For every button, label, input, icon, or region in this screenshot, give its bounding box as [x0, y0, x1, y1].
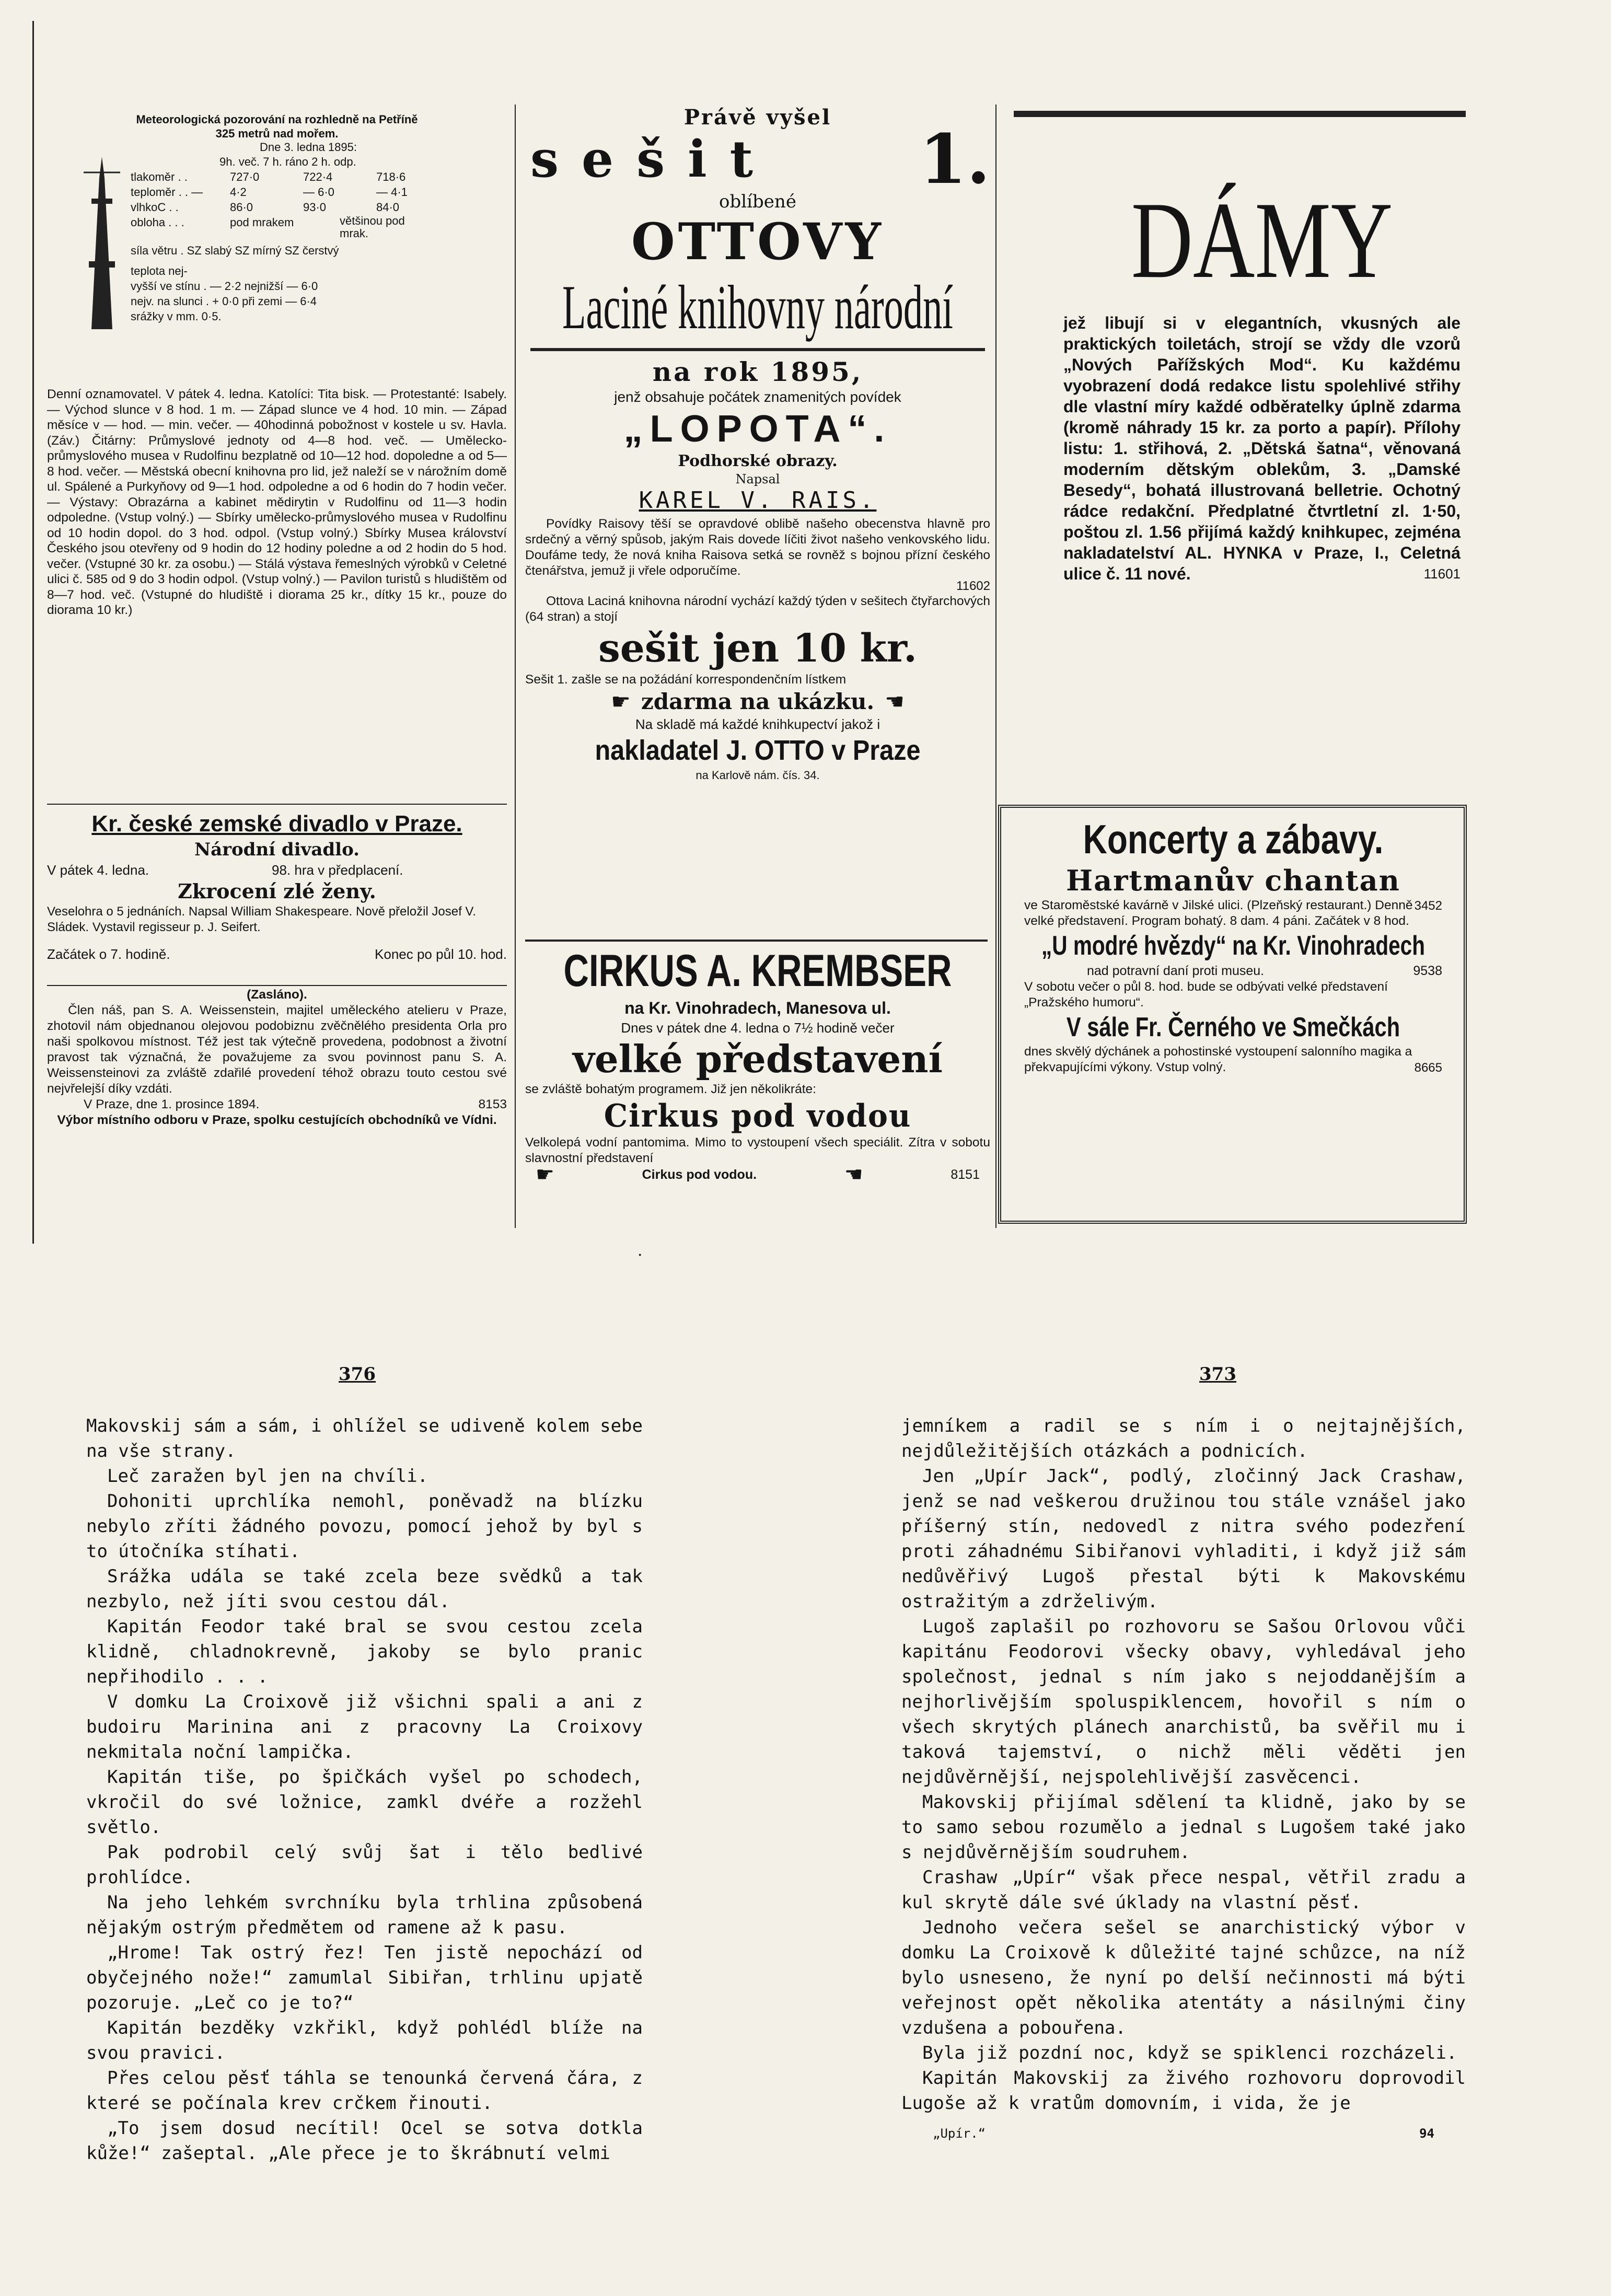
cirkus-num: 8151 — [951, 1167, 980, 1182]
meteo-temp-label: teplota nej- — [131, 264, 188, 277]
paragraph: Crashaw „Upír“ však přece nespal, větřil zradu a kul skrytě dále své úklady na vlastní pěsť. — [901, 1867, 1466, 1913]
meteo-subtitle: 325 metrů nad mořem. — [215, 127, 339, 140]
ink-mark: · — [638, 1246, 643, 1265]
koncerty-h1: Hartmanův chantan — [1066, 864, 1400, 897]
paragraph: V domku La Croixově již všichni spali a ani z budoiru Marinina ani z pracovny La Croixovy nekmitala noční lampička. — [86, 1691, 643, 1762]
meteo-times: 9h. več. 7 h. ráno 2 h. odp. — [219, 155, 356, 168]
paragraph: Kapitán Feodor také bral se svou cestou zcela klidně, chladnokrevně, jakoby se bylo pranic nepřihodilo . . . — [86, 1616, 643, 1687]
cirkus-title: CIRKUS A. KREMBSER — [563, 946, 952, 996]
otto-jenz: jenž obsahuje počátek znamenitých povídek — [614, 389, 901, 405]
zaslano-sign: Výbor místního odboru v Praze, spolku cestujících obchodníků ve Vídni. — [57, 1113, 497, 1127]
pointing-hand-icon: ☛ — [611, 689, 631, 714]
meteo-row: obloha . . . pod mrakem většinou pod mrak. — [131, 214, 405, 240]
theatre-hra: 98. hra v předplacení. — [272, 862, 403, 878]
theatre-block — [47, 810, 507, 963]
koncerty-t3: dnes skvělý dýchánek a pohostinské vystoupení salonního magika a překvapujícími výkony. Vstup volný. — [1024, 1045, 1412, 1074]
cirkus-end: Cirkus pod vodou. — [642, 1167, 757, 1182]
otto-weekly: Ottova Laciná knihovna národní vychází každý týden v sešitech čtyřarchových (64 stran) a stojí — [525, 594, 990, 624]
left-border-line — [32, 21, 34, 1244]
otto-line1: Právě vyšel — [683, 105, 832, 130]
otto-rule — [530, 348, 985, 351]
zaslano-num: 8153 — [478, 1097, 507, 1111]
meteo-temp-sun: nejv. na slunci . + 0·0 při zemi — 6·4 — [131, 295, 317, 308]
zaslano-heading: (Zasláno). — [47, 985, 507, 1003]
paragraph: „Hrome! Tak ostrý řez! Ten jistě nepochází od obyčejného nože!“ zamumlal Sibiřan, trhlinu upjatě pozoruje. „Leč co je to?“ — [86, 1942, 643, 2013]
damy-top-rule — [1014, 111, 1466, 117]
paragraph: Kapitán bezděky vzkřikl, když pohlédl blíže na svou pravici. — [86, 2017, 643, 2063]
otto-oblibene: oblíbené — [719, 191, 796, 212]
pointing-hand-icon: ☛ — [536, 1163, 554, 1187]
paragraph: Pak podrobil celý svůj šat i tělo bedlivé prohlídce. — [86, 1842, 643, 1888]
paragraph: Makovskij přijímal sdělení ta klidně, jako by se to samo sebou rozumělo a jednal s Lugošem také jako s nejdůvěrnějším soudruhem. — [901, 1792, 1466, 1863]
column-divider-1 — [515, 105, 516, 1228]
novel-footer-title: „Upír.“ — [933, 2126, 986, 2141]
koncerty-n1: 3452 — [1414, 899, 1442, 913]
koncerty-t2b: V sobotu večer o půl 8. hod. bude se odbývati velké představení „Pražského humoru“. — [1024, 980, 1388, 1010]
paragraph: Kapitán tiše, po špičkách vyšel po schodech, vkročil do své ložnice, zamkl dvéře a rozžehl světlo. — [86, 1767, 643, 1838]
otto-one: 1. — [919, 119, 990, 199]
otto-sesit1: Sešit 1. zašle se na požádání korrespondenčním lístkem — [525, 672, 847, 687]
novel-left-page — [86, 1413, 643, 2166]
paragraph: Byla již pozdní noc, když se spiklenci rozcházeli. — [922, 2043, 1457, 2063]
zaslano-block — [47, 985, 507, 1128]
theatre-date: V pátek 4. ledna. — [47, 862, 149, 878]
meteo-date: Dne 3. ledna 1895: — [260, 141, 357, 154]
otto-napsal: Napsal — [735, 472, 780, 486]
paragraph: Na jeho lehkém svrchníku byla trhlina způsobená nějakým ostrým předmětem od ramene až k pasu. — [86, 1892, 643, 1938]
otto-knihovny: Laciné knihovny národní — [562, 272, 953, 342]
damy-text: jež libují si v elegantních, vkusných ale praktických toiletách, strojí se vždy dle vzorů „Nových Pařížských Mod“. Ku každému vyobrazení dodá redakce listu spolehlivé střihy dle vlastní míry každé odběratelky úplně zdarma (kromě náhrady 15 kr. za porto a papír). Přílohy listu: 1. střihová, 2. „Dětská šatna“, věnovaná moderním dětským oblekům, 3. „Damské Besedy“, bohatá illustrovaná belletrie. Ochotný rádce redakční. Předplatné čtvrtletní zl. 1·50, poštou zl. 1.56 přijímá každý knihkupec, zejména nakladatelství AL. HYNKA v Praze, I., Celetná ulice č. 11 nové. — [1063, 314, 1461, 583]
cirkus-prog: se zvláště bohatým programem. Již jen několikráte: — [525, 1082, 816, 1096]
meteo-row: vlhkoC . . 86·0 93·0 84·0 — [131, 201, 400, 214]
otto-desc: Povídky Raisovy těší se opravdové oblibě našeho obecenstva hlavně pro srdečný a věrný spůsob, jakým Rais dovede líčiti život našeho venkovského lidu. Doufáme tedy, že nová kniha Raisova setká se rovněž s bojnou přízní českého čtenářstva, jemuž ji vřele odporučíme. — [525, 517, 990, 578]
otto-ottovy: OTTOVY — [631, 212, 885, 271]
damy-ad — [1063, 180, 1461, 583]
paragraph: Kapitán Makovskij za živého rozhovoru doprovodil Lugoše až k vratům domovním, i vida, že je — [901, 2068, 1466, 2114]
paragraph: Přes celou pěsť táhla se tenounká červená čára, z které se počínala krev crčkem řinouti. — [86, 2068, 643, 2114]
koncerty-n3: 8665 — [1414, 1061, 1442, 1075]
koncerty-title: Koncerty a zábavy. — [1083, 816, 1384, 862]
column-divider-2 — [995, 105, 996, 1228]
paragraph: jemníkem a radil se s ním i o nejtajnějších, nejdůležitějších otázkách a podnicích. — [901, 1416, 1466, 1462]
theatre-end: Konec po půl 10. hod. — [375, 946, 507, 962]
otto-lopota: „LOPOTA“. — [623, 408, 892, 450]
koncerty-t1: ve Staroměstské kavárně v Jilské ulici. (Plzeňský restaurant.) Denně velké představení. Program bohatý. 8 dam. 4 páni. Začátek v 8 hod. — [1024, 898, 1413, 928]
meteo-row: teploměr . . — 4·2 — 6·0 — 4·1 — [131, 185, 408, 199]
paragraph: Lugoš zaplašil po rozhovoru se Sašou Orlovou vůči kapitánu Feodorovi všecky obavy, vyhledával jeho společnost, jednal s ním jako s nejoddanějším a nejhorlivějším spoluspiklencem, hovořil s ním o všech skrytých plánech anarchistů, ba svěřil mu i taková tajemství, o nichž měli věděti jen nejdůvěrnější, nejspolehlivější zasvěcenci. — [901, 1616, 1466, 1788]
paragraph: Jednoho večera sešel se anarchistický výbor v domku La Croixově k důležité tajné schůzce, na níž bylo usneseno, že nyní po delší nečinnosti má býti veřejnost opět několika atentáty a násilnými činy vzdušena a pobouřena. — [901, 1917, 1466, 2038]
otto-podhorske: Podhorské obrazy. — [678, 452, 838, 470]
theatre-subtitle: Národní divadlo. — [194, 839, 360, 860]
zaslano-date: V Praze, dne 1. prosince 1894. — [84, 1097, 260, 1111]
otto-rok: na rok 1895, — [652, 356, 863, 387]
zaslano-text: Člen náš, pan S. A. Weissenstein, majitel uměleckého atelieru v Praze, zhotovil nám objednanou olejovou podobiznu zvěčnělého presidenta Orla pro naši spolkovou místnost. Též jest tak výtečně provedena, podobnost a životní pravost tak význačná, že považujeme za svou povinnost panu S. A. Weissensteinovi za zvláště zdařilé provedení téhož obrazu touto cestou své nejvřelejší díky vzdáti. — [47, 1003, 507, 1096]
otto-sklad: Na skladě má každé knihkupectví jakož i — [635, 716, 880, 732]
denni-oznamovatel: Denní oznamovatel. V pátek 4. ledna. Katolíci: Tita bisk. — Protestanté: Isabely. — Východ slunce v 8 hod. 1 m. — Západ slunce ve 4 hod. 10 min. — Západ měsíce v — hod. — min. večer. — 40hodinná pobožnost v kostele u sv. Havla. (Záv.) Čitárny: Průmyslové jednoty od 4—8 hod. več. — Umělecko-průmyslového musea v Rudolfinu bezplatně od 10—12 hod. dopoledne a od 5—8 hod. večer. — Městská obecní knihovna pro lid, jež naleží se v nárožním domě ul. Spálené a Purkyňovy od 9—1 hod. odpoledne a od 6 hodin do 7 hodin večer. — Výstavy: Obrazárna a kabinet mědirytin v Rudolfinu od 11—3 hodin odpoledne. (Vstup volný.) — Sbírky umělecko-průmyslového musea v Rudolfinu od 10 hodin dopol. do 3 hod. odpol. (Vstup volný.) Sbírky Musea království Českého jsou otevřeny od 9 hodin do 12 hodiny poledne a od 2 hodin do 5 hod. večer. (Vstupné 30 kr. za osobu.) — Stálá výstava řemeslných výrobků v Celetné ulici č. 585 od 9 do 3 hodin odpol. (Vstup volný.) — Pavilon turistů s hludištěm od 8—7 hod. več. (Vstupné do hludiště i diorama 25 kr., dítky 15 kr., pouze do diorama 10 kr.) — [47, 387, 507, 617]
meteo-precip: srážky v mm. 0·5. — [131, 310, 222, 323]
koncerty-t2: nad potravní daní proti museu. — [1087, 964, 1265, 978]
cirkus-voda: Cirkus pod vodou — [604, 1098, 912, 1134]
cirkus-when: Dnes v pátek dne 4. ledna o 7½ hodině večer — [621, 1020, 895, 1036]
otto-num: 11602 — [956, 579, 990, 593]
paragraph: Makovskij sám a sám, i ohlížel se udiveně kolem sebe na vše strany. — [86, 1416, 643, 1462]
theatre-desc: Veselohra o 5 jednáních. Napsal William Shakespeare. Nově přeložil Josef V. Sládek. Vystavil regisseur p. J. Seifert. — [47, 905, 476, 934]
separator — [47, 804, 507, 805]
otto-nakl: nakladatel J. OTTO v Praze — [595, 735, 921, 766]
koncerty-h3: V sále Fr. Černého ve Smečkách — [1066, 1012, 1400, 1042]
paragraph: Jen „Upír Jack“, podlý, zločinný Jack Crashaw, jenž se nad veškerou družinou tou stále vznášel jako příšerný stín, nedovedl z nitra svého podezření proti záhadnému Sibiřanovi vyhladiti, i když již sám nedůvěřivý Lugoš přestal býti k Makovskému ostražitým a zdrželivým. — [901, 1466, 1466, 1612]
meteo-temp-max: vyšší ve stínu . — 2·2 nejnižší — 6·0 — [131, 280, 318, 293]
separator — [525, 940, 988, 942]
otto-ad — [525, 105, 990, 783]
koncerty-ad — [1024, 815, 1442, 1076]
damy-title: DÁMY — [1131, 180, 1393, 301]
meteo-title: Meteorologická pozorování na rozhledně na Petříně — [136, 113, 418, 126]
petrin-tower-icon — [73, 157, 131, 329]
novel-right-page — [901, 1413, 1466, 2146]
pointing-hand-left-icon: ☚ — [885, 689, 905, 714]
paragraph: Leč zaražen byl jen na chvíli. — [107, 1466, 428, 1487]
damy-num: 11601 — [1423, 566, 1461, 582]
cirkus-ad — [525, 945, 990, 1187]
otto-author: KAREL V. RAIS. — [639, 487, 877, 514]
meteo-row: tlakoměr . . 727·0 722·4 718·6 — [131, 170, 406, 183]
meteo-block — [47, 112, 507, 324]
otto-zdarma: zdarma na ukázku. — [641, 689, 875, 714]
paragraph: Srážka udála se také zcela beze svědků a tak nezbylo, než jíti svou cestou dál. — [86, 1566, 643, 1612]
meteo-wind: síla větru . SZ slabý SZ mírný SZ čerstvý — [131, 244, 339, 257]
cirkus-desc: Velkolepá vodní pantomima. Mimo to vystoupení všech speciálit. Zítra v sobotu slavnostní představení — [525, 1135, 990, 1165]
cirkus-show: velké představení — [573, 1037, 943, 1081]
paragraph: „To jsem dosud necítil! Ocel se sotva dotkla kůže!“ zašeptal. „Ale přece je to škrábnutí velmi — [86, 2118, 643, 2164]
theatre-start: Začátek o 7. hodině. — [47, 946, 170, 962]
paragraph: Dohoniti uprchlíka nemohl, poněvadž na blízku nebylo zříti žádného povozu, pomocí jehož by byl s to útočníka stíhati. — [86, 1491, 643, 1562]
otto-sesit: sešit — [530, 130, 776, 189]
koncerty-h2: „U modré hvězdy“ na Kr. Vinohradech — [1041, 931, 1425, 961]
koncerty-n2: 9538 — [1413, 964, 1442, 978]
page-number-left: 376 — [339, 1364, 376, 1385]
cirkus-place: na Kr. Vinohradech, Manesova ul. — [624, 999, 891, 1017]
otto-price: sešit jen 10 kr. — [598, 626, 917, 671]
otto-addr: na Karlově nám. čís. 34. — [696, 769, 820, 782]
novel-footer-number: 94 — [1419, 2126, 1434, 2141]
page-number-right: 373 — [1199, 1364, 1236, 1385]
pointing-hand-left-icon: ☚ — [844, 1163, 863, 1187]
theatre-title: Kr. české zemské divadlo v Praze. — [91, 811, 462, 837]
theatre-play: Zkrocení zlé ženy. — [178, 879, 376, 903]
